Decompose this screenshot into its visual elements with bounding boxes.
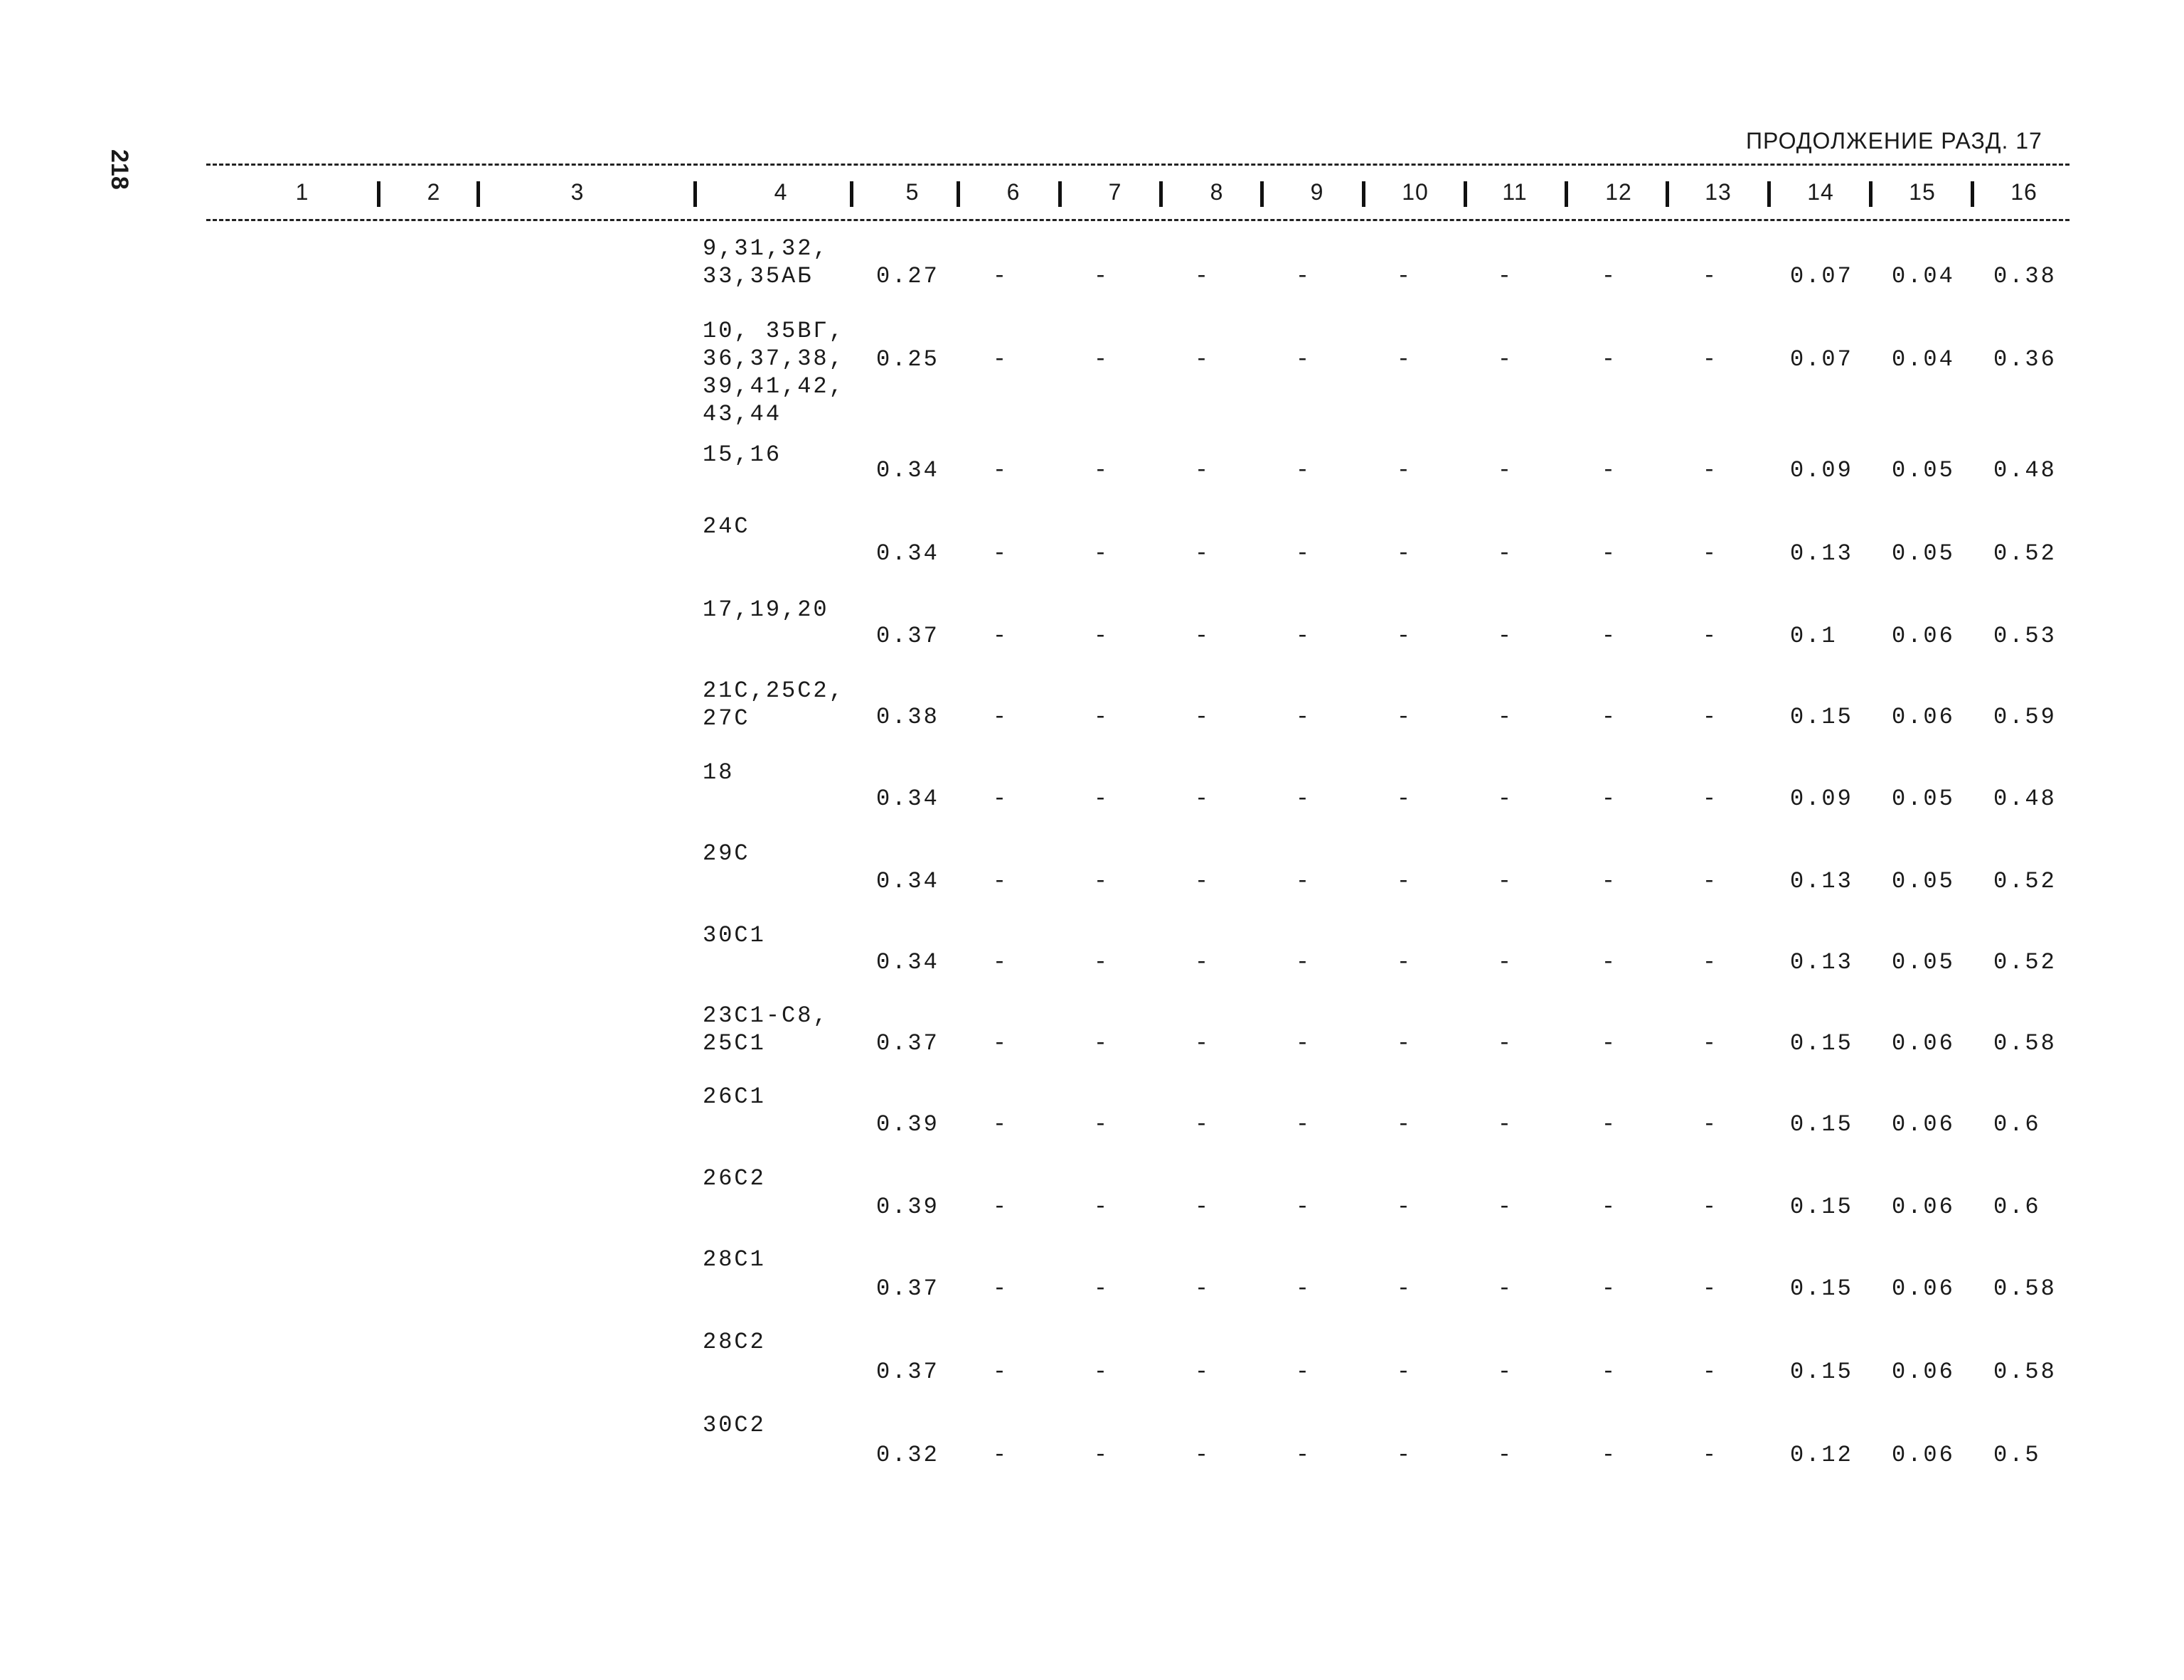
cell-col-13: - xyxy=(1702,457,1719,483)
cell-col-15: 0.05 xyxy=(1892,540,1955,567)
cell-col-5: 0.27 xyxy=(876,263,939,289)
cell-col-13: - xyxy=(1702,1442,1719,1468)
column-separator xyxy=(1767,181,1771,207)
cell-col-9: - xyxy=(1295,1275,1312,1302)
cell-col-6: - xyxy=(992,540,1009,567)
column-header-11: 11 xyxy=(1502,179,1528,205)
cell-col-15: 0.06 xyxy=(1892,704,1955,730)
cell-col-12: - xyxy=(1601,263,1618,289)
cell-col-10: - xyxy=(1396,1111,1413,1138)
cell-col-15: 0.06 xyxy=(1892,1442,1955,1468)
column-separator xyxy=(1565,181,1568,207)
cell-col-10: - xyxy=(1396,346,1413,373)
cell-col-8: - xyxy=(1194,623,1211,649)
row-label: 30С2 xyxy=(703,1412,766,1438)
continuation-title: ПРОДОЛЖЕНИЕ РАЗД. 17 xyxy=(1746,128,2042,154)
column-header-2: 2 xyxy=(427,179,441,205)
cell-col-6: - xyxy=(992,263,1009,289)
cell-col-5: 0.34 xyxy=(876,540,939,567)
cell-col-8: - xyxy=(1194,1275,1211,1302)
row-label: 21С,25С2, 27С xyxy=(703,678,845,732)
cell-col-7: - xyxy=(1093,1194,1110,1220)
page-number: 218 xyxy=(106,149,133,190)
cell-col-13: - xyxy=(1702,1030,1719,1056)
cell-col-14: 0.15 xyxy=(1790,1359,1853,1385)
column-separator xyxy=(1971,181,1974,207)
cell-col-16: 0.38 xyxy=(1993,263,2057,289)
cell-col-13: - xyxy=(1702,1111,1719,1138)
cell-col-14: 0.09 xyxy=(1790,786,1853,812)
cell-col-5: 0.34 xyxy=(876,949,939,975)
cell-col-7: - xyxy=(1093,1359,1110,1385)
column-separator xyxy=(1058,181,1062,207)
cell-col-9: - xyxy=(1295,1442,1312,1468)
cell-col-6: - xyxy=(992,1030,1009,1056)
cell-col-10: - xyxy=(1396,1442,1413,1468)
cell-col-9: - xyxy=(1295,949,1312,975)
cell-col-14: 0.15 xyxy=(1790,1275,1853,1302)
cell-col-12: - xyxy=(1601,623,1618,649)
cell-col-16: 0.58 xyxy=(1993,1030,2057,1056)
cell-col-9: - xyxy=(1295,623,1312,649)
cell-col-8: - xyxy=(1194,1359,1211,1385)
cell-col-8: - xyxy=(1194,1111,1211,1138)
row-label: 28С1 xyxy=(703,1246,766,1273)
cell-col-16: 0.52 xyxy=(1993,949,2057,975)
cell-col-8: - xyxy=(1194,540,1211,567)
cell-col-14: 0.09 xyxy=(1790,457,1853,483)
row-label: 24С xyxy=(703,513,750,540)
cell-col-15: 0.05 xyxy=(1892,949,1955,975)
cell-col-12: - xyxy=(1601,1111,1618,1138)
cell-col-9: - xyxy=(1295,263,1312,289)
cell-col-14: 0.15 xyxy=(1790,1111,1853,1138)
cell-col-10: - xyxy=(1396,1194,1413,1220)
cell-col-13: - xyxy=(1702,949,1719,975)
cell-col-8: - xyxy=(1194,786,1211,812)
cell-col-7: - xyxy=(1093,949,1110,975)
cell-col-8: - xyxy=(1194,1030,1211,1056)
cell-col-12: - xyxy=(1601,704,1618,730)
column-header-13: 13 xyxy=(1705,179,1732,205)
cell-col-8: - xyxy=(1194,263,1211,289)
cell-col-11: - xyxy=(1497,1359,1514,1385)
cell-col-6: - xyxy=(992,786,1009,812)
cell-col-11: - xyxy=(1497,868,1514,894)
row-label: 23С1-С8, 25С1 xyxy=(703,1002,829,1056)
cell-col-6: - xyxy=(992,949,1009,975)
cell-col-11: - xyxy=(1497,1442,1514,1468)
cell-col-15: 0.06 xyxy=(1892,623,1955,649)
cell-col-9: - xyxy=(1295,868,1312,894)
cell-col-9: - xyxy=(1295,540,1312,567)
cell-col-11: - xyxy=(1497,1111,1514,1138)
cell-col-11: - xyxy=(1497,540,1514,567)
cell-col-5: 0.34 xyxy=(876,868,939,894)
cell-col-5: 0.25 xyxy=(876,346,939,373)
cell-col-7: - xyxy=(1093,704,1110,730)
cell-col-14: 0.15 xyxy=(1790,1194,1853,1220)
row-label: 9,31,32, 33,35АБ xyxy=(703,235,829,289)
cell-col-6: - xyxy=(992,623,1009,649)
cell-col-7: - xyxy=(1093,623,1110,649)
column-separator xyxy=(693,181,697,207)
cell-col-15: 0.06 xyxy=(1892,1111,1955,1138)
cell-col-8: - xyxy=(1194,457,1211,483)
cell-col-5: 0.39 xyxy=(876,1111,939,1138)
row-label: 28С2 xyxy=(703,1329,766,1355)
cell-col-5: 0.37 xyxy=(876,1359,939,1385)
column-separator xyxy=(957,181,960,207)
cell-col-11: - xyxy=(1497,1030,1514,1056)
cell-col-14: 0.12 xyxy=(1790,1442,1853,1468)
cell-col-6: - xyxy=(992,1194,1009,1220)
cell-col-14: 0.1 xyxy=(1790,623,1838,649)
cell-col-14: 0.13 xyxy=(1790,868,1853,894)
cell-col-16: 0.36 xyxy=(1993,346,2057,373)
cell-col-16: 0.58 xyxy=(1993,1359,2057,1385)
column-header-15: 15 xyxy=(1909,179,1936,205)
cell-col-16: 0.59 xyxy=(1993,704,2057,730)
cell-col-11: - xyxy=(1497,949,1514,975)
cell-col-5: 0.34 xyxy=(876,457,939,483)
cell-col-16: 0.53 xyxy=(1993,623,2057,649)
cell-col-16: 0.6 xyxy=(1993,1194,2041,1220)
cell-col-7: - xyxy=(1093,868,1110,894)
cell-col-13: - xyxy=(1702,1275,1719,1302)
column-separator xyxy=(1666,181,1669,207)
cell-col-11: - xyxy=(1497,623,1514,649)
cell-col-8: - xyxy=(1194,1442,1211,1468)
cell-col-9: - xyxy=(1295,1030,1312,1056)
column-separator xyxy=(850,181,853,207)
row-label: 18 xyxy=(703,759,735,786)
column-header-16: 16 xyxy=(2010,179,2037,205)
column-separator xyxy=(476,181,480,207)
cell-col-13: - xyxy=(1702,540,1719,567)
cell-col-11: - xyxy=(1497,786,1514,812)
cell-col-13: - xyxy=(1702,623,1719,649)
cell-col-15: 0.04 xyxy=(1892,263,1955,289)
cell-col-16: 0.5 xyxy=(1993,1442,2041,1468)
cell-col-11: - xyxy=(1497,1275,1514,1302)
cell-col-11: - xyxy=(1497,704,1514,730)
cell-col-10: - xyxy=(1396,457,1413,483)
cell-col-5: 0.37 xyxy=(876,1030,939,1056)
cell-col-8: - xyxy=(1194,346,1211,373)
cell-col-16: 0.52 xyxy=(1993,540,2057,567)
cell-col-9: - xyxy=(1295,346,1312,373)
cell-col-10: - xyxy=(1396,1275,1413,1302)
cell-col-15: 0.06 xyxy=(1892,1030,1955,1056)
cell-col-15: 0.05 xyxy=(1892,457,1955,483)
cell-col-15: 0.06 xyxy=(1892,1194,1955,1220)
cell-col-5: 0.38 xyxy=(876,704,939,730)
cell-col-12: - xyxy=(1601,346,1618,373)
cell-col-15: 0.06 xyxy=(1892,1359,1955,1385)
cell-col-9: - xyxy=(1295,1359,1312,1385)
cell-col-14: 0.13 xyxy=(1790,540,1853,567)
header-bottom-rule xyxy=(206,219,2070,221)
cell-col-15: 0.04 xyxy=(1892,346,1955,373)
column-header-6: 6 xyxy=(1006,179,1021,205)
cell-col-8: - xyxy=(1194,704,1211,730)
cell-col-7: - xyxy=(1093,540,1110,567)
cell-col-12: - xyxy=(1601,1194,1618,1220)
cell-col-9: - xyxy=(1295,704,1312,730)
cell-col-5: 0.32 xyxy=(876,1442,939,1468)
row-label: 26С1 xyxy=(703,1084,766,1110)
cell-col-7: - xyxy=(1093,1030,1110,1056)
cell-col-13: - xyxy=(1702,704,1719,730)
column-separator xyxy=(377,181,380,207)
cell-col-12: - xyxy=(1601,1030,1618,1056)
cell-col-8: - xyxy=(1194,1194,1211,1220)
cell-col-16: 0.6 xyxy=(1993,1111,2041,1138)
column-header-14: 14 xyxy=(1807,179,1834,205)
cell-col-11: - xyxy=(1497,346,1514,373)
cell-col-12: - xyxy=(1601,868,1618,894)
cell-col-16: 0.48 xyxy=(1993,457,2057,483)
cell-col-12: - xyxy=(1601,1275,1618,1302)
cell-col-16: 0.52 xyxy=(1993,868,2057,894)
cell-col-15: 0.05 xyxy=(1892,786,1955,812)
row-label: 15,16 xyxy=(703,442,782,468)
column-separator xyxy=(1464,181,1467,207)
row-label: 29С xyxy=(703,840,750,867)
cell-col-13: - xyxy=(1702,1359,1719,1385)
cell-col-13: - xyxy=(1702,786,1719,812)
cell-col-14: 0.13 xyxy=(1790,949,1853,975)
cell-col-14: 0.15 xyxy=(1790,1030,1853,1056)
cell-col-5: 0.37 xyxy=(876,1275,939,1302)
column-separator xyxy=(1362,181,1365,207)
cell-col-10: - xyxy=(1396,1359,1413,1385)
cell-col-16: 0.58 xyxy=(1993,1275,2057,1302)
cell-col-5: 0.37 xyxy=(876,623,939,649)
cell-col-7: - xyxy=(1093,457,1110,483)
column-header-5: 5 xyxy=(905,179,920,205)
cell-col-12: - xyxy=(1601,1359,1618,1385)
column-header-8: 8 xyxy=(1210,179,1224,205)
cell-col-12: - xyxy=(1601,540,1618,567)
cell-col-8: - xyxy=(1194,949,1211,975)
cell-col-7: - xyxy=(1093,1442,1110,1468)
row-label: 10, 35ВГ, 36,37,38, 39,41,42, 43,44 xyxy=(703,318,845,427)
cell-col-10: - xyxy=(1396,1030,1413,1056)
column-header-10: 10 xyxy=(1402,179,1429,205)
cell-col-12: - xyxy=(1601,786,1618,812)
row-label: 30С1 xyxy=(703,922,766,948)
column-separator xyxy=(1159,181,1163,207)
cell-col-15: 0.06 xyxy=(1892,1275,1955,1302)
cell-col-15: 0.05 xyxy=(1892,868,1955,894)
row-label: 17,19,20 xyxy=(703,596,829,623)
cell-col-14: 0.15 xyxy=(1790,704,1853,730)
column-header-4: 4 xyxy=(774,179,788,205)
cell-col-16: 0.48 xyxy=(1993,786,2057,812)
cell-col-7: - xyxy=(1093,786,1110,812)
cell-col-10: - xyxy=(1396,786,1413,812)
cell-col-10: - xyxy=(1396,704,1413,730)
column-header-1: 1 xyxy=(295,179,309,205)
cell-col-10: - xyxy=(1396,263,1413,289)
cell-col-13: - xyxy=(1702,346,1719,373)
cell-col-6: - xyxy=(992,868,1009,894)
cell-col-6: - xyxy=(992,1111,1009,1138)
cell-col-5: 0.39 xyxy=(876,1194,939,1220)
cell-col-13: - xyxy=(1702,1194,1719,1220)
cell-col-6: - xyxy=(992,346,1009,373)
cell-col-10: - xyxy=(1396,540,1413,567)
cell-col-11: - xyxy=(1497,263,1514,289)
column-separator xyxy=(1260,181,1264,207)
column-header-12: 12 xyxy=(1605,179,1632,205)
cell-col-6: - xyxy=(992,1359,1009,1385)
column-separator xyxy=(1869,181,1873,207)
cell-col-10: - xyxy=(1396,868,1413,894)
cell-col-9: - xyxy=(1295,786,1312,812)
cell-col-9: - xyxy=(1295,457,1312,483)
header-top-rule xyxy=(206,164,2070,166)
cell-col-6: - xyxy=(992,457,1009,483)
cell-col-14: 0.07 xyxy=(1790,346,1853,373)
cell-col-5: 0.34 xyxy=(876,786,939,812)
cell-col-12: - xyxy=(1601,457,1618,483)
cell-col-12: - xyxy=(1601,949,1618,975)
cell-col-7: - xyxy=(1093,263,1110,289)
cell-col-14: 0.07 xyxy=(1790,263,1853,289)
cell-col-11: - xyxy=(1497,457,1514,483)
cell-col-12: - xyxy=(1601,1442,1618,1468)
cell-col-13: - xyxy=(1702,263,1719,289)
cell-col-6: - xyxy=(992,1275,1009,1302)
cell-col-13: - xyxy=(1702,868,1719,894)
cell-col-11: - xyxy=(1497,1194,1514,1220)
cell-col-6: - xyxy=(992,704,1009,730)
cell-col-7: - xyxy=(1093,1111,1110,1138)
cell-col-10: - xyxy=(1396,623,1413,649)
cell-col-9: - xyxy=(1295,1111,1312,1138)
cell-col-7: - xyxy=(1093,346,1110,373)
column-header-9: 9 xyxy=(1310,179,1324,205)
cell-col-8: - xyxy=(1194,868,1211,894)
column-header-3: 3 xyxy=(570,179,585,205)
cell-col-6: - xyxy=(992,1442,1009,1468)
column-header-7: 7 xyxy=(1108,179,1122,205)
cell-col-9: - xyxy=(1295,1194,1312,1220)
cell-col-10: - xyxy=(1396,949,1413,975)
row-label: 26С2 xyxy=(703,1165,766,1192)
cell-col-7: - xyxy=(1093,1275,1110,1302)
